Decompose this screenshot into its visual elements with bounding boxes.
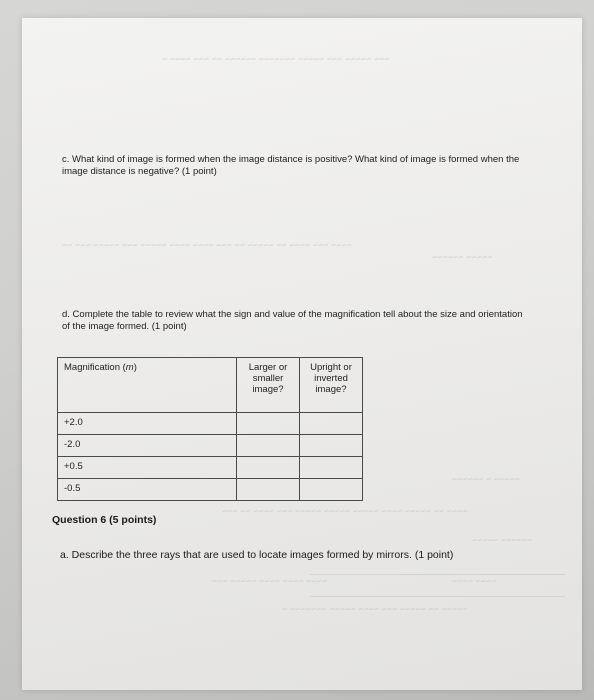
bleed-through-text: ~~~~ ~~~~ ~~~~ ~~~~~ ~~~ bbox=[212, 576, 328, 586]
bleed-through-text: ~~~~~ ~~ ~~~~~ ~~~ ~~~~ ~~~~~ ~~~~~~~ ~ bbox=[282, 604, 468, 614]
bleed-through-text: ~~~ ~~~~~ ~~~ ~~~~~ ~~~~~~~ ~~~~~~ ~~ ~~~ ~~~~ ~ bbox=[162, 54, 390, 64]
magnification-value: +0.5 bbox=[58, 457, 237, 479]
table-row bbox=[58, 457, 363, 479]
worksheet-paper bbox=[22, 18, 582, 690]
table-row bbox=[58, 479, 363, 501]
orientation-answer-cell[interactable] bbox=[300, 457, 363, 479]
magnification-value: -2.0 bbox=[58, 435, 237, 457]
answer-line[interactable] bbox=[310, 574, 565, 575]
size-answer-cell[interactable] bbox=[237, 435, 300, 457]
size-answer-cell[interactable] bbox=[237, 413, 300, 435]
bleed-through-text: ~~~~~ ~~~~~~ bbox=[432, 252, 493, 262]
size-answer-cell[interactable] bbox=[237, 479, 300, 501]
bleed-through-text: ~~~~ ~~ ~~~~~ ~~~~ ~~~~~ ~~~~~ ~~~~~ ~~~ ~~~~ ~~ ~~~ bbox=[222, 506, 468, 516]
question-d-text: d. Complete the table to review what the sign and value of the magnification tell about the size and orientation of the image formed. (1 point) bbox=[62, 309, 523, 332]
bleed-through-text: ~~~~ ~~~ ~~~~ ~~ ~~~~~ ~~ ~~~ ~~~~ ~~~~ ~~~~~ ~~~ ~~~~~ ~~~ ~~ bbox=[62, 240, 353, 250]
size-answer-cell[interactable] bbox=[237, 457, 300, 479]
header-magnification: Magnification (m) bbox=[58, 358, 237, 413]
magnification-value: +2.0 bbox=[58, 413, 237, 435]
table-row bbox=[58, 435, 363, 457]
orientation-answer-cell[interactable] bbox=[300, 435, 363, 457]
table-header-row bbox=[58, 358, 363, 413]
answer-line[interactable] bbox=[310, 596, 565, 597]
bleed-through-text: ~~~~ ~~~~ bbox=[452, 576, 497, 586]
magnification-table bbox=[57, 357, 363, 501]
header-orientation: Upright or inverted image? bbox=[300, 358, 363, 413]
magnification-value: -0.5 bbox=[58, 479, 237, 501]
question-6-title: Question 6 (5 points) bbox=[52, 514, 157, 526]
question-c-text: c. What kind of image is formed when the image distance is positive? What kind of image is formed when the image distance is negative? (1 point) bbox=[62, 154, 520, 177]
bleed-through-text: ~~~~~ ~ ~~~~~~ bbox=[452, 474, 521, 484]
question-6a-text: a. Describe the three rays that are used to locate images formed by mirrors. (1 point) bbox=[60, 549, 454, 561]
header-size: Larger or smaller image? bbox=[237, 358, 300, 413]
bleed-through-text: ~~~~~~ ~~~~~ bbox=[472, 535, 533, 545]
orientation-answer-cell[interactable] bbox=[300, 413, 363, 435]
orientation-answer-cell[interactable] bbox=[300, 479, 363, 501]
table-row bbox=[58, 413, 363, 435]
